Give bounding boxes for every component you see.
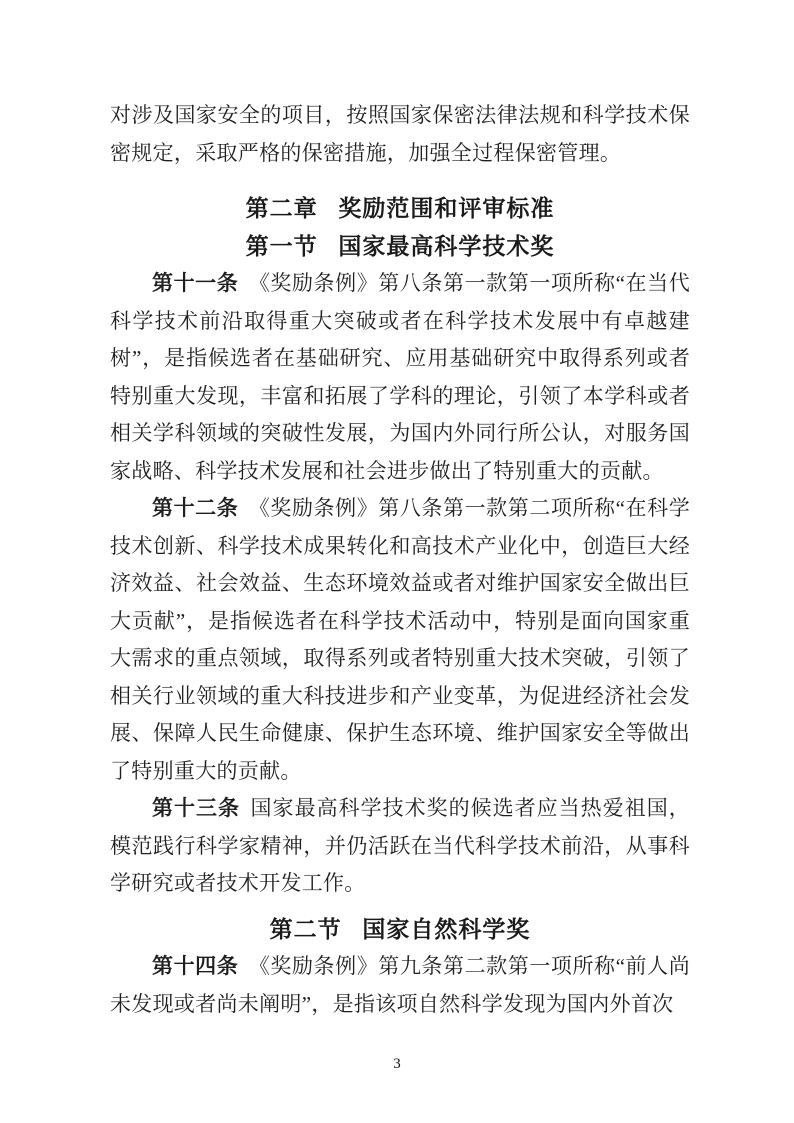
article-11-label: 第十一条: [152, 271, 239, 295]
section-heading-1-title: 国家最高科学技术奖: [338, 232, 555, 259]
article-14-text: 《奖励条例》第九条第二款第一项所称“前人尚未发现或者尚未阐明”，是指该项自然科学发现为国内外首次: [110, 954, 690, 1016]
section-heading-2-label: 第二节: [269, 915, 342, 942]
document-body: [110, 97, 690, 1023]
article-11-text: 《奖励条例》第八条第一款第一项所称“在当代科学技术前沿取得重大突破或者在科学技术发展中有卓越建树”，是指候选者在基础研究、应用基础研究中取得系列或者特别重大发现，丰富和拓展了学科的理论，引领了本学科或者相关学科领域的突破性发展，为国内外同行所公认，对服务国家战略、科学技术发展和社会进步做出了特别重大的贡献。: [110, 271, 690, 483]
article-11: [110, 265, 690, 490]
article-13: [110, 790, 690, 903]
section-heading-1: [110, 228, 690, 266]
article-12: [110, 490, 690, 790]
article-13-text: 国家最高科学技术奖的候选者应当热爱祖国，模范践行科学家精神，并仍活跃在当代科学技术前沿，从事科学研究或者技术开发工作。: [110, 796, 691, 895]
section-heading-2-title: 国家自然科学奖: [362, 915, 531, 942]
article-14-label: 第十四条: [152, 954, 239, 978]
chapter-heading-label: 第二章: [245, 195, 318, 221]
intro-paragraph-text: 对涉及国家安全的项目，按照国家保密法律法规和科学技术保密规定，采取严格的保密措施，加强全过程保密管理。: [110, 103, 690, 165]
intro-paragraph: [110, 97, 690, 172]
section-heading-2: [110, 911, 690, 949]
section-heading-1-label: 第一节: [245, 232, 318, 259]
article-13-label: 第十三条: [152, 796, 241, 820]
article-14: [110, 948, 690, 1023]
article-12-text: 《奖励条例》第八条第一款第二项所称“在科学技术创新、科学技术成果转化和高技术产业化中，创造巨大经济效益、社会效益、生态环境效益或者对维护国家安全做出巨大贡献”，是指候选者在科学技术活动中，特别是面向国家重大需求的重点领域，取得系列或者特别重大技术突破，引领了相关行业领域的重大科技进步和产业变革，为促进经济社会发展、保障人民生命健康、保护生态环境、维护国家安全等做出了特别重大的贡献。: [110, 496, 690, 783]
chapter-heading-title: 奖励范围和评审标准: [338, 195, 555, 221]
page-number: 3: [393, 1056, 401, 1072]
article-12-label: 第十二条: [152, 496, 239, 520]
chapter-heading: [110, 190, 690, 228]
page-footer: [0, 1057, 794, 1072]
